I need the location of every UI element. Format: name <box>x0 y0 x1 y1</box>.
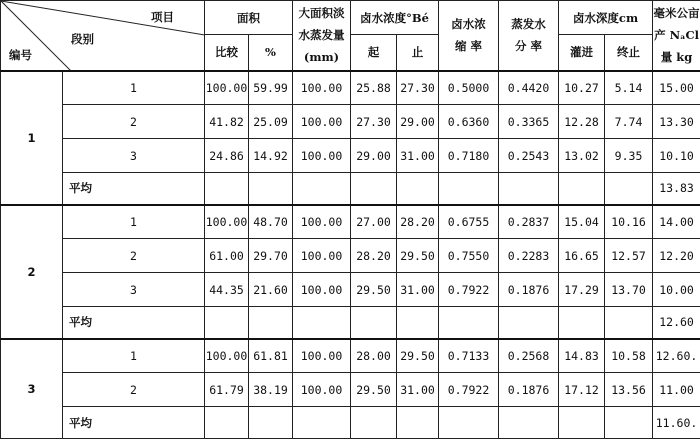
depth-fill-cell: 14.83 <box>559 339 605 373</box>
conc-start-cell: 28.20 <box>351 239 397 273</box>
yield-cell: 10.10 <box>653 139 700 173</box>
empty-cell <box>397 407 439 439</box>
segment-cell: 1 <box>63 205 205 239</box>
evap-cell: 100.00 <box>293 239 351 273</box>
area-ratio-cell: 61.00 <box>205 239 249 273</box>
evap-ratio-cell: 0.1876 <box>499 273 559 307</box>
shrink-cell: 0.5000 <box>439 71 499 105</box>
depth-final-cell: 9.35 <box>605 139 653 173</box>
brine-shrink-line2: 缩 率 <box>439 35 498 57</box>
evap-header-line3: (mm) <box>293 46 350 68</box>
brine-shrink-line1: 卤水浓 <box>439 13 498 35</box>
empty-cell <box>249 407 293 439</box>
conc-end-header: 止 <box>397 35 439 71</box>
area-ratio-cell: 100.00 <box>205 205 249 239</box>
empty-cell <box>205 307 249 339</box>
evap-ratio-line2: 分 率 <box>499 35 558 57</box>
depth-final-cell: 10.58 <box>605 339 653 373</box>
conc-start-cell: 29.50 <box>351 273 397 307</box>
empty-cell <box>397 307 439 339</box>
depth-fill-cell: 10.27 <box>559 71 605 105</box>
depth-fill-header: 灌进 <box>559 35 605 71</box>
evap-ratio-cell: 0.2543 <box>499 139 559 173</box>
evap-ratio-line1: 蒸发水 <box>499 13 558 35</box>
empty-cell <box>499 407 559 439</box>
depth-fill-cell: 15.04 <box>559 205 605 239</box>
area-percent-cell: 38.19 <box>249 373 293 407</box>
conc-start-cell: 25.88 <box>351 71 397 105</box>
yield-cell: 13.30 <box>653 105 700 139</box>
conc-end-cell: 29.00 <box>397 105 439 139</box>
table-row <box>1 273 700 307</box>
conc-end-cell: 31.00 <box>397 139 439 173</box>
area-ratio-cell: 41.82 <box>205 105 249 139</box>
empty-cell <box>499 307 559 339</box>
area-percent-cell: 14.92 <box>249 139 293 173</box>
conc-start-cell: 29.50 <box>351 373 397 407</box>
table-row <box>1 239 700 273</box>
conc-start-cell: 28.00 <box>351 339 397 373</box>
segment-cell: 2 <box>63 239 205 273</box>
area-percent-header: % <box>249 35 293 71</box>
depth-final-cell: 7.74 <box>605 105 653 139</box>
empty-cell <box>351 407 397 439</box>
evap-cell: 100.00 <box>293 139 351 173</box>
shrink-cell: 0.7133 <box>439 339 499 373</box>
segment-cell: 3 <box>63 139 205 173</box>
yield-line2: 产 NₐCl <box>653 24 700 46</box>
shrink-cell: 0.6755 <box>439 205 499 239</box>
conc-end-cell: 28.20 <box>397 205 439 239</box>
evap-ratio-cell: 0.2283 <box>499 239 559 273</box>
table-row <box>1 139 700 173</box>
empty-cell <box>559 307 605 339</box>
area-percent-cell: 29.70 <box>249 239 293 273</box>
area-header: 面积 <box>205 1 293 35</box>
evap-cell: 100.00 <box>293 339 351 373</box>
corner-segment-label: 段别 <box>71 31 94 47</box>
conc-start-cell: 29.00 <box>351 139 397 173</box>
area-percent-cell: 48.70 <box>249 205 293 239</box>
corner-number-label: 编号 <box>9 47 32 63</box>
yield-cell: 12.60. <box>653 339 700 373</box>
evap-cell: 100.00 <box>293 373 351 407</box>
empty-cell <box>605 173 653 205</box>
segment-cell: 1 <box>63 339 205 373</box>
area-ratio-cell: 44.35 <box>205 273 249 307</box>
conc-end-cell: 31.00 <box>397 273 439 307</box>
evap-cell: 100.00 <box>293 71 351 105</box>
average-row <box>1 307 700 339</box>
evap-ratio-cell: 0.3365 <box>499 105 559 139</box>
evap-cell: 100.00 <box>293 105 351 139</box>
depth-fill-cell: 17.29 <box>559 273 605 307</box>
area-ratio-cell: 61.79 <box>205 373 249 407</box>
depth-fill-cell: 13.02 <box>559 139 605 173</box>
average-yield-cell: 13.83 <box>653 173 700 205</box>
segment-cell: 1 <box>63 71 205 105</box>
area-ratio-cell: 100.00 <box>205 339 249 373</box>
area-percent-cell: 21.60 <box>249 273 293 307</box>
brine-shrink-header <box>439 1 499 71</box>
table-row <box>1 373 700 407</box>
empty-cell <box>397 173 439 205</box>
table-row <box>1 105 700 139</box>
empty-cell <box>351 173 397 205</box>
brine-conc-header: 卤水浓度°Bé <box>351 1 439 35</box>
yield-line1: 毫米公亩 <box>653 2 700 24</box>
yield-cell: 14.00 <box>653 205 700 239</box>
evap-ratio-header <box>499 1 559 71</box>
corner-header-cell <box>1 1 205 71</box>
evap-cell: 100.00 <box>293 273 351 307</box>
group-number-cell: 1 <box>1 71 63 205</box>
evap-header-line2: 水蒸发量 <box>293 24 350 46</box>
yield-cell: 12.20 <box>653 239 700 273</box>
evap-ratio-cell: 0.4420 <box>499 71 559 105</box>
average-row <box>1 173 700 205</box>
table-row <box>1 205 700 239</box>
evap-header-line1: 大面积淡 <box>293 2 350 24</box>
average-label: 平均 <box>63 407 205 439</box>
area-ratio-cell: 24.86 <box>205 139 249 173</box>
conc-end-cell: 29.50 <box>397 339 439 373</box>
area-percent-cell: 25.09 <box>249 105 293 139</box>
yield-cell: 11.00 <box>653 373 700 407</box>
empty-cell <box>605 407 653 439</box>
empty-cell <box>351 307 397 339</box>
conc-end-cell: 27.30 <box>397 71 439 105</box>
segment-cell: 2 <box>63 373 205 407</box>
area-ratio-cell: 100.00 <box>205 71 249 105</box>
depth-final-cell: 12.57 <box>605 239 653 273</box>
evap-cell: 100.00 <box>293 205 351 239</box>
empty-cell <box>293 407 351 439</box>
empty-cell <box>439 407 499 439</box>
empty-cell <box>559 407 605 439</box>
evap-ratio-cell: 0.1876 <box>499 373 559 407</box>
empty-cell <box>559 173 605 205</box>
depth-final-cell: 5.14 <box>605 71 653 105</box>
evap-ratio-cell: 0.2568 <box>499 339 559 373</box>
shrink-cell: 0.7922 <box>439 373 499 407</box>
area-percent-cell: 59.99 <box>249 71 293 105</box>
brine-depth-header: 卤水深度cm <box>559 1 653 35</box>
segment-cell: 3 <box>63 273 205 307</box>
depth-final-cell: 13.56 <box>605 373 653 407</box>
group-number-cell: 2 <box>1 205 63 339</box>
shrink-cell: 0.7180 <box>439 139 499 173</box>
evap-ratio-cell: 0.2837 <box>499 205 559 239</box>
table-row <box>1 339 700 373</box>
area-ratio-header: 比较 <box>205 35 249 71</box>
empty-cell <box>293 173 351 205</box>
evap-header <box>293 1 351 71</box>
depth-final-cell: 10.16 <box>605 205 653 239</box>
shrink-cell: 0.6360 <box>439 105 499 139</box>
depth-fill-cell: 17.12 <box>559 373 605 407</box>
empty-cell <box>249 307 293 339</box>
group-number-cell: 3 <box>1 339 63 439</box>
average-row <box>1 407 700 439</box>
empty-cell <box>293 307 351 339</box>
segment-cell: 2 <box>63 105 205 139</box>
yield-line3: 量 kg <box>653 46 700 68</box>
empty-cell <box>205 407 249 439</box>
empty-cell <box>205 173 249 205</box>
average-yield-cell: 12.60 <box>653 307 700 339</box>
empty-cell <box>499 173 559 205</box>
conc-end-cell: 29.50 <box>397 239 439 273</box>
table-row <box>1 71 700 105</box>
conc-end-cell: 31.00 <box>397 373 439 407</box>
average-label: 平均 <box>63 307 205 339</box>
yield-cell: 10.00 <box>653 273 700 307</box>
corner-item-label: 项目 <box>151 9 174 25</box>
depth-final-header: 终止 <box>605 35 653 71</box>
empty-cell <box>439 307 499 339</box>
area-percent-cell: 61.81 <box>249 339 293 373</box>
empty-cell <box>249 173 293 205</box>
shrink-cell: 0.7550 <box>439 239 499 273</box>
average-yield-cell: 11.60. <box>653 407 700 439</box>
depth-fill-cell: 16.65 <box>559 239 605 273</box>
average-label: 平均 <box>63 173 205 205</box>
empty-cell <box>439 173 499 205</box>
conc-start-header: 起 <box>351 35 397 71</box>
yield-cell: 15.00 <box>653 71 700 105</box>
conc-start-cell: 27.30 <box>351 105 397 139</box>
table-body <box>1 71 700 439</box>
depth-fill-cell: 12.28 <box>559 105 605 139</box>
depth-final-cell: 13.70 <box>605 273 653 307</box>
yield-header <box>653 1 700 71</box>
shrink-cell: 0.7922 <box>439 273 499 307</box>
conc-start-cell: 27.00 <box>351 205 397 239</box>
empty-cell <box>605 307 653 339</box>
